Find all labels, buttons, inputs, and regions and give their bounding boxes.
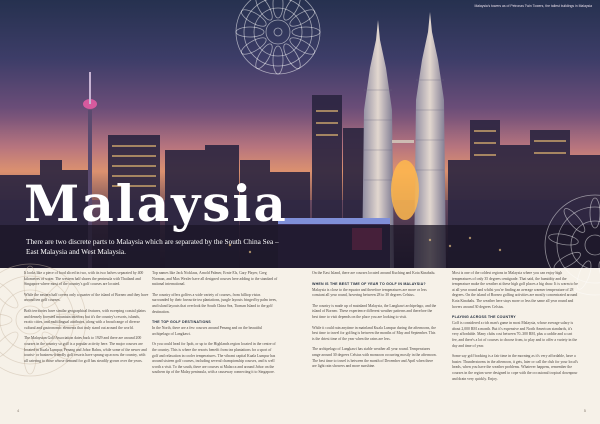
mandala-ornament-top [232, 0, 324, 78]
page-number-right: 5 [583, 408, 586, 413]
paragraph: It looks like a piece of food sliced in two, with its two halves separated by 400 kilometres of water. The western half shares the peninsula with Thailand and Singapore where most of the country's golf courses are located. [24, 271, 144, 287]
intro-text: There are two discrete parts to Malaysia which are separated by the South China Sea – East Malaysia and West Malaysia. [26, 237, 279, 256]
paragraph: Some say golf booking is a fair time in the morning as it's very affordable, have a busier. Thunderstorms in the afternoon, it gets, later or call the club for your local's heads, when you have the weather problems. Whatever happens, remember the courses in the region were designed to cope with the occasional tropical downpour and drain very quickly. Enjoy. [452, 354, 578, 381]
paragraph: The archipelago of Langkawi has stable weather all year round. Temperatures range around 30 degrees Celsius with monsoon occurring mostly in the afternoon. The best time to travel is between the month of December and April when there are light rain showers and more sunshine. [312, 347, 437, 369]
photo-caption: Malaysia's towers as of Petronas Twin Towers, the tallest buildings in Malaysia [474, 4, 592, 8]
paragraph: While it could rain anytime in mainland Kuala Lumpur during the afternoons, the best time to travel for golfing is between the months of May and September. This is the driest time of the year when the rains are less. [312, 325, 436, 341]
paragraph: The Malaysian Golf Association dates back to 1929 and there are around 200 courses in the country so golf is a popular activity here. The major courses are located in Kuala Lumpur, Penang and Johor Bahru, while some of the newer and tourist- or business-friendly golf resorts have sprung up across the country, with all catering to those whose demand for golf has steadily grown over the years. [24, 336, 147, 363]
page-title: Malaysia [24, 174, 288, 233]
paragraph: The country offers golfers a wide variety of courses, from hilltop vistas surrounded by their favourite tea plantations, jungle layouts fringed by palm trees, and island layouts that overlook the South China Sea, Tioman Island to the golf destination. [152, 292, 277, 314]
paragraph: Both territories have similar geographical features, with sweeping coastal plains and densely forested mountain interiors but it's the country's resorts, islands, exotic cities, and multilingual attributes, along with a broad range of diverse cultural and gastronomic elements that truly stand out around the world. [24, 308, 146, 330]
article-column-2 [152, 271, 278, 381]
section-heading: PLAYING ACROSS THE COUNTRY [452, 315, 516, 320]
paragraph: Golf is considered a rich man's game in most Malaysia, whose average salary is about 2,000 RM a month. But it's expensive and North American standards, it's very affordable. Many clubs cost between 70–300 RM, plus a caddie and a cart fee, and there's a lot of courses to choose from, to play and to offer a variety in the day and time of year. [452, 321, 578, 348]
paragraph: Most is one of the coldest regions in Malaysia where you can enjoy high temperatures of only 35 degrees centigrade. That said, the humidity and the temperature make the weather at these high golf places a big draw. It is warm to be at all year round and whilst you're finding an average warmer temperature of 28 degrees. On the island of Borneo golfing activities are mostly concentrated around Kota Kinabalu. The weather here stays more or less the same all year round and hovers around 30 degrees Celsius. [452, 271, 578, 309]
page-number-left: 4 [17, 408, 20, 413]
paragraph: Top names like Jack Nicklaus, Arnold Palmer, Ernie Els, Gary Player, Greg Norman, and Max Wexler have all designed courses here adding to the standard of national international. [152, 271, 278, 287]
article-column-1 [24, 271, 150, 369]
paragraph: Malaysia is close to the equator and therefore temperatures are more or less constant all year round, hovering between 28 to 30 degrees Celsius. [312, 287, 427, 298]
paragraph: The country is made up of mainland Malaysia, the Langkawi archipelago, and the island of Borneo. These experience different weather patterns and therefore the best time to visit depends on the place you are looking to visit. [312, 303, 437, 319]
paragraph: In the North, there are a few courses around Penang and on the beautiful archipelago of Langkawi. [152, 326, 263, 336]
article-column-4 [452, 271, 578, 387]
paragraph: Or you could head for Ipoh, or up to the Highlands region located in the centre of the country. This is where the resorts benefit from tea plantations for a sport of golf and relaxation in cooler temperatures. The vibrant capital Kuala Lumpur has around sixteen golf courses, including several championship courses, and is well worth a visit. To the south, there are courses at Malacca and around Johor on the southern tip of the Malay peninsula, with a causeway connecting it to Singapore. [152, 342, 276, 375]
article-column-3 [312, 271, 438, 375]
section-heading: THE TOP GOLF DESTINATIONS [152, 320, 211, 325]
paragraph: While the eastern half covers only a quarter of the island of Borneo and they have around ten golf courses. [24, 292, 149, 303]
paragraph: On the East Island, there are courses located around Kuching and Kota Kinabalu. [312, 271, 436, 275]
section-heading: WHEN IS THE BEST TIME OF YEAR TO GOLF IN MALAYSIA? [312, 281, 426, 286]
